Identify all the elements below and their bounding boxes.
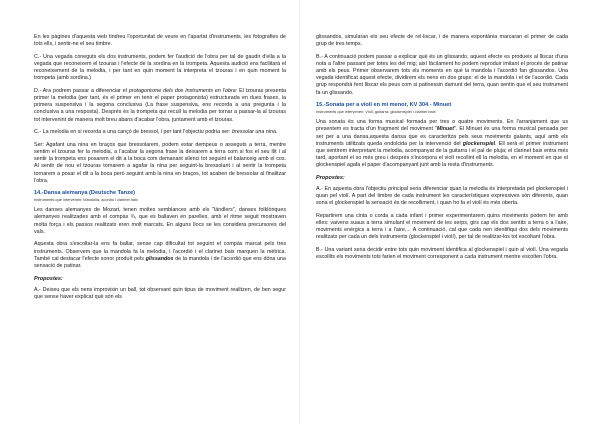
paragraph: B.- Una variant seria decidir entre tots quin moviment identifica al glockenspiel i quin al violí. Una vegada escollits els moviments tots farien el moviment corresponent a cada instrument mentre escolten l'obra.: [316, 246, 568, 261]
paragraph-text: D.- Ara podrem passar a diferenciar el: [34, 87, 129, 94]
paragraph: C.- Una vegada coneguts els dos instruments, podem fer l'audició de l'obra per tal de gaudir d'ella a la vegada que reconeixem el tzouras i l'efecte de la sordina en la trompeta. Aquesta audició ens facilitarà el reconeixement de la melodia, i per tant en quin moment la interpreta el tzouras i en quin moment la trompeta (amb sordina.): [34, 53, 286, 82]
paragraph: A.- En aquesta obra l'objectiu principal seria diferenciar quan la melodia és interpretada pel glockenspiel i quan pel violí. A part del timbre de cada instrument les característiques expressives són diferents, quan sona el glockenspiel la sensació és de recolliment, i quan ho fa el violí és més oberta.: [316, 185, 568, 207]
paragraph: glissandos, simularan els seu efecte de rel·liscar, i de manera espontània marcaran el primer de cada grup de tres temps.: [316, 34, 568, 48]
paragraph-bold-text: glockenspiel: [462, 140, 496, 147]
paragraph: [34, 129, 286, 136]
section-title: 14.-Dansa alemanya (Deutsche Tanze): [34, 190, 135, 197]
paragraph-text: El tzouras presenta primer la melodia (per tant, és el primer en tenir el paper protagonista) estructurada en dues frases, la primera suspensiva i la segona conclusiva (La frase suspensiva, ens recorda a una pregunta i la conclusiva a una resposta). Després és la trompeta qui recull la melodia per tornar a passar-la al tzouras tot intervenint de manera molt breu abans d'acabar l'obra, juntament amb el tzouras.: [34, 87, 286, 123]
paragraph-text: . Ell serà el primer instrument que sentirem interpretant la melodia, acompanyat de la guitarra i el pal de pluja; el clarinet baix entra més tard, aportant el so més greu i després s'incorpora el violí recollint ell la melodia, en el moment en que el glockenspiel agafa el paper d'acompanyant junt amb la resta d'instruments.: [316, 140, 568, 169]
paragraph-bold-text: Minuet: [436, 126, 455, 133]
section-subtitle: Instruments que intervenen: Violí, guitarra, glockenspiel i clarinet baix: [316, 109, 436, 115]
section-subtitle: Instruments que intervenen: Mandolla, acordió i clarinet baix: [34, 197, 138, 203]
paragraph: En les pàgines d'aquesta web tindreu l'oportunitat de veure en l'apartat d'instruments, les fotografies de tots ells, i sentir-ne el seu timbre.: [34, 34, 286, 48]
paragraph: B.- A continuació podem passar a explicar què és un glissando, aquest efecte es produeix al lliscar d'una nota a l'altre passant per totes les del mig; així fàcilament ho podem reproduir imitant el procés de patinar amb els peus. Primer observarem tots els moments en què la mandola i l'acordió fan glissandos. Una vegada identificat aquest efecte, dividirem els nens en dos grups: el de la mandola i el de l'acordió. Cada grup respondrà fent lliscar els peus com si patinessin damunt del terra, quan sentin que el seu instrument fa un glissando.: [316, 53, 568, 96]
paragraph-italic-text: bressolar una nina.: [231, 129, 278, 136]
paragraph: Repartirem una cinta o corda a cada infant i primer experimentarem quins moviments podem fer amb elles: vaivens suaus a terra simulant el moviment de les serps, girs cap els dos sentits a terra o a l'aire, moviments enèrgics a terra i a l'aire,... A continuació, cal que cada nen identifiqui dos dels moviments realitzats per cada un dels instruments (glockenspiel i violí), per tal de realitzar-los tot escoltant l'obra.: [316, 212, 568, 241]
paragraph: [316, 119, 568, 169]
paragraph-text: ". El Minuet és una forma musical pensada per ser per a una dansa,aquesta dansa que es caracteritza pels seus moviments galants, aquí amb els instruments utilitzats queda endolcida per la intervenció del: [316, 126, 568, 147]
paragraph-italic-text: glissandos: [145, 255, 174, 262]
paragraph-text: Una sonata és una forma musical formada per tres o quatre moviments. En l'arranjament que us presentem es tracta d'un fragment del moviment ": [316, 119, 568, 133]
paragraph-italic-text: protagonisme dels dos instruments en l'obra:: [128, 87, 238, 94]
paragraph-text: Aquesta obra s'escoltar-la ens fa ballar, sense cap dificultat tot seguint el compàs marcat pels tres instruments. Observem que la mandola fa la melodia, i l'acordió i el clarinet baix marquen la mètrica. També cal destacar l'efecte sonor produït pels: [34, 241, 286, 262]
section-title: 15.-Sonata per a violí en mi menor, KV 304 - Minuet: [316, 102, 452, 109]
proposals-heading: Propostes:: [316, 174, 345, 181]
right-page: [300, 0, 600, 424]
paragraph: [34, 88, 286, 124]
paragraph: A.- Deixeu que els nens improvisin un ball, tot observant quin tipus de moviment realitzen, de ben segur que sense haver explicat què són els: [34, 286, 286, 300]
paragraph: Ser: Agafant una nina en braços que bressolarem, podem estar dempeus o asseguts a terra, mentre sentim el tzouras fer la melodia, a l'acabar la segona frase la deixarem a terra com si fos el seu llit i al sentir la trompeta ens posarem el dit a la boca com demanant silenci tot seguint el balanceig amb el cos. Al sentir de nou el tzouras tornarem a agafar la nina per seguint-la bressolant i al sentir la trompeta tornarem a posar el dit a la boca però seguint amb la nina en braços, tot acaben de bressolar al finalitzar l'obra.: [34, 141, 286, 184]
paragraph-text: C.- La melodia en si recorda a una cançó de bressol, i per tant l'objectiu podria ser:: [34, 129, 232, 136]
right-column: [316, 34, 568, 267]
paragraph: Les danses alemanyes de Mozart, tenen moltes semblances amb els "ländlers", danses folklòriques alemanyes realitzades amb el compàs ¾, que es ballaven en parelles, amb el ritme seguit mostraven molta força i els passos realitzats eren molt marcats. En alguns llocs se les considera precursores del vals.: [34, 207, 286, 235]
proposals-heading: Propostes:: [34, 275, 63, 282]
left-column: [34, 34, 286, 306]
paragraph: [34, 241, 286, 270]
paragraph-text: de la mandola i de l'acordió que ens dóna una sensació de patinar.: [34, 255, 286, 269]
